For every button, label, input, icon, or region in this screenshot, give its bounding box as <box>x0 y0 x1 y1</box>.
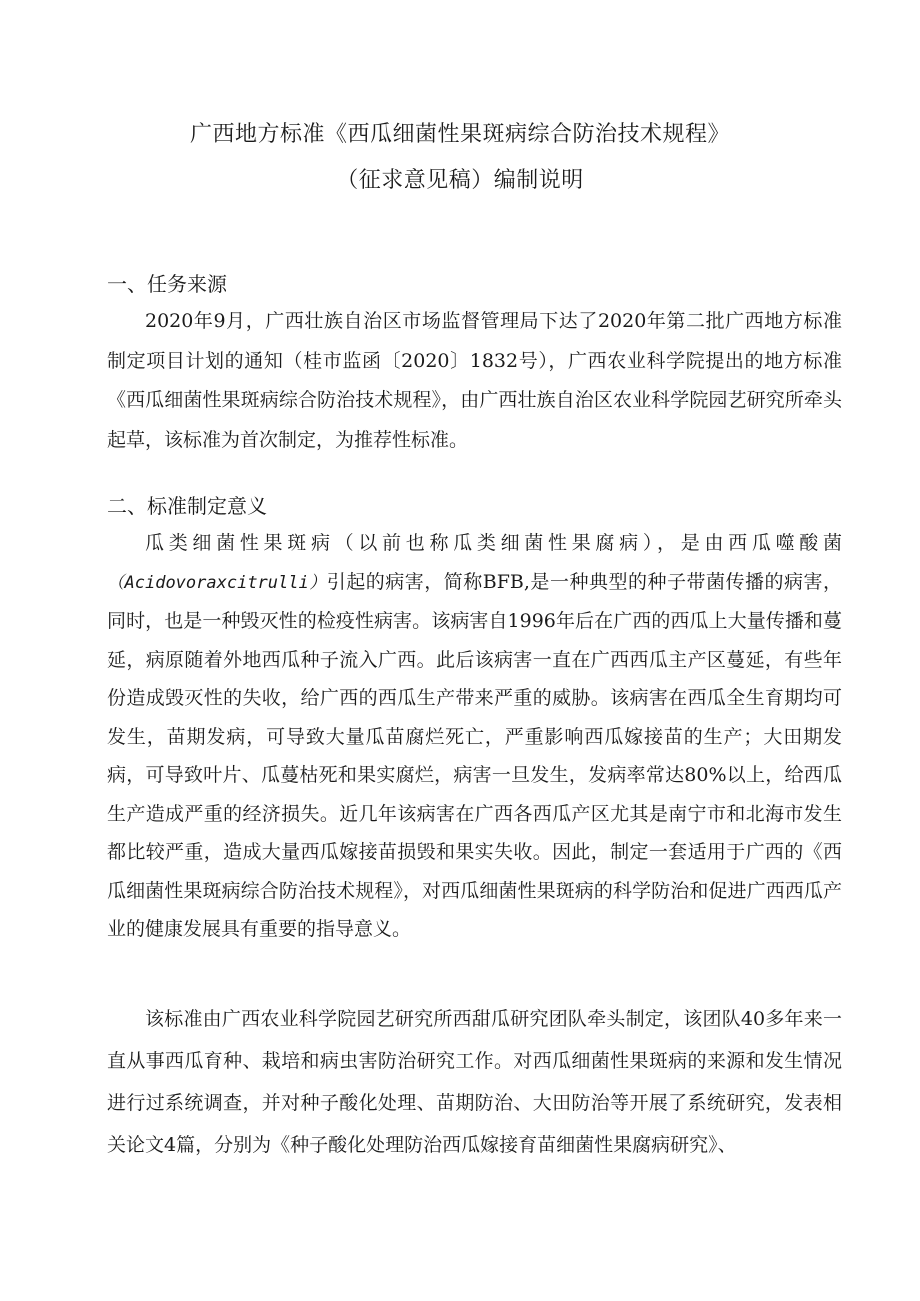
paragraph-significance <box>107 524 842 949</box>
scientific-name: （Acidovoraxcitrulli） <box>107 572 327 593</box>
document-title: 广西地方标准《西瓜细菌性果斑病综合防治技术规程》 <box>189 122 730 147</box>
section-heading-task-source: 一、任务来源 <box>107 272 227 296</box>
paragraph-team: 该标准由广西农业科学院园艺研究所西甜瓜研究团队牵头制定，该团队40多年来一直从事西瓜育种、栽培和病虫害防治研究工作。对西瓜细菌性果斑病的来源和发生情况进行过系统调查，并对种子酸化处理、苗期防治、大田防治等开展了系统研究，发表相关论文4篇，分别为《种子酸化处理防治西瓜嫁接育苗细菌性果腐病研究》、 <box>107 1008 842 1156</box>
paragraph-task-source: 2020年9月，广西壮族自治区市场监督管理局下达了2020年第二批广西地方标准制定项目计划的通知（桂市监函〔2020〕1832号），广西农业科学院提出的地方标准《西瓜细菌性果斑病综合防治技术规程》，由广西壮族自治区农业科学院园艺研究所牵头起草，该标准为首次制定，为推荐性标准。 <box>107 310 842 451</box>
paragraph-significance-rest: 引起的病害，简称BFB,是一种典型的种子带菌传播的病害，同时，也是一种毁灭性的检疫性病害。该病害自1996年后在广西的西瓜上大量传播和蔓延，病原随着外地西瓜种子流入广西。此后该病害一直在广西西瓜主产区蔓延，有些年份造成毁灭性的失收，给广西的西瓜生产带来严重的威胁。该病害在西瓜全生育期均可发生，苗期发病，可导致大量瓜苗腐烂死亡，严重影响西瓜嫁接苗的生产；大田期发病，可导致叶片、瓜蔓枯死和果实腐烂，病害一旦发生，发病率常达80%以上，给西瓜生产造成严重的经济损失。近几年该病害在广西各西瓜产区尤其是南宁市和北海市发生都比较严重，造成大量西瓜嫁接苗损毁和果实失收。因此，制定一套适用于广西的《西瓜细菌性果斑病综合防治技术规程》，对西瓜细菌性果斑病的科学防治和促进广西西瓜产业的健康发展具有重要的指导意义。 <box>107 570 842 940</box>
section-heading-significance: 二、标准制定意义 <box>107 494 267 518</box>
paragraph-significance-start: 瓜类细菌性果斑病（以前也称瓜类细菌性果腐病），是由西瓜噬酸菌 <box>145 532 842 554</box>
document-subtitle: （征求意见稿）编制说明 <box>336 168 584 193</box>
